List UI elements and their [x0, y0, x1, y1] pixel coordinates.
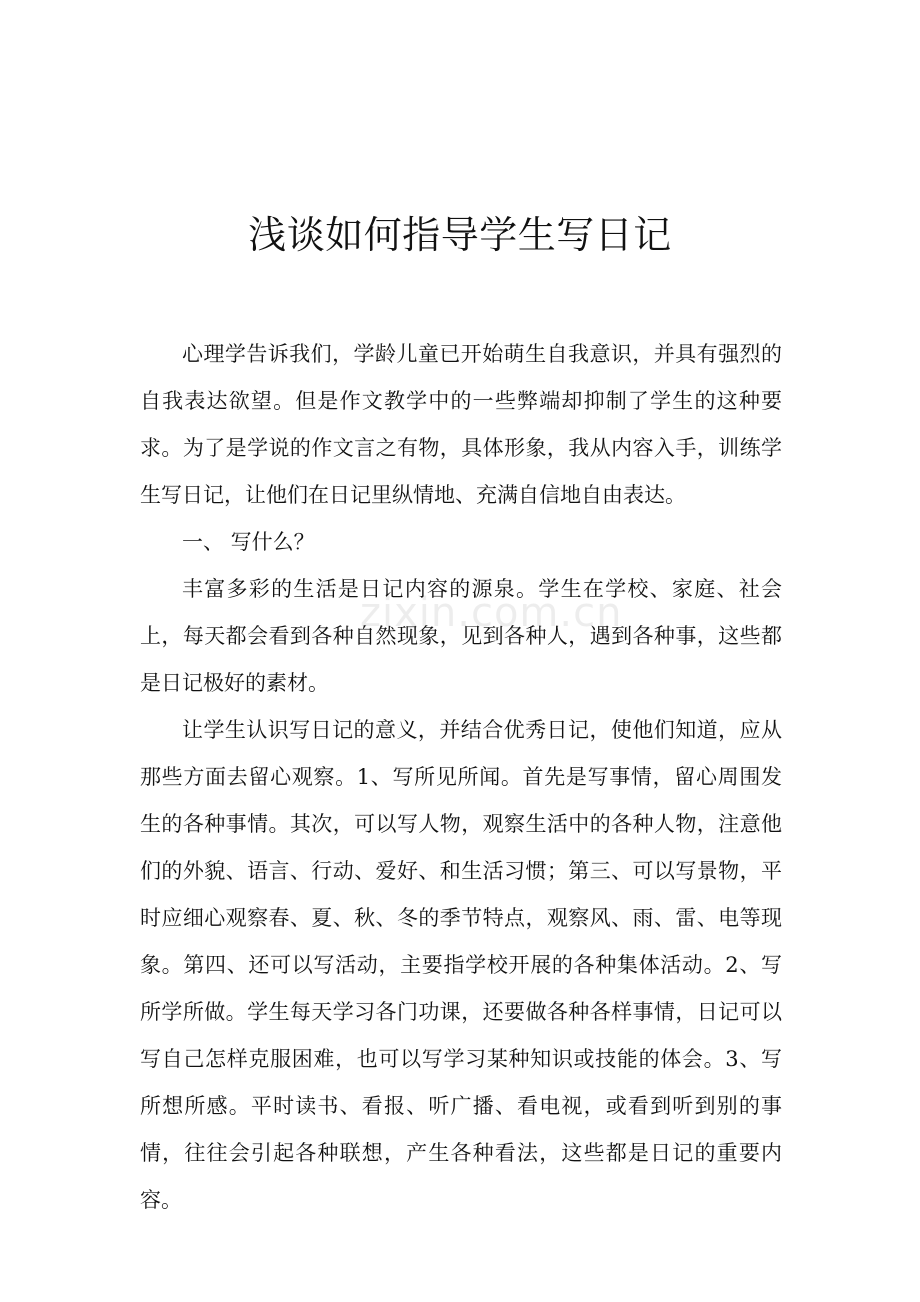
paragraph-observation-guidance: 让学生认识写日记的意义，并结合优秀日记，使他们知道，应从那些方面去留心观察。1、写所见所闻。首先是写事情，留心周围发生的各种事情。其次，可以写人物，观察生活中的各种人物，注意他们的外貌、语言、行动、爱好、和生活习惯；第三、可以写景物，平时应细心观察春、夏、秋、冬的季节特点，观察风、雨、雷、电等现象。第四、还可以写活动，主要指学校开展的各种集体活动。2、写所学所做。学生每天学习各门功课，还要做各种各样事情，日记可以写自己怎样克服困难，也可以写学习某种知识或技能的体会。3、写所想所感。平时读书、看报、听广播、看电视，或看到听到别的事情，往往会引起各种联想，产生各种看法，这些都是日记的重要内容。	[140, 718, 782, 1212]
document-title: 浅谈如何指导学生写日记	[248, 213, 672, 257]
watermark: zixin.com.cn	[360, 590, 623, 636]
paragraph-intro: 心理学告诉我们，学龄儿童已开始萌生自我意识，并具有强烈的自我表达欲望。但是作文教学中的一些弊端却抑制了学生的这种要求。为了是学说的作文言之有物，具体形象，我从内容入手，训练学生写日记，让他们在日记里纵情地、充满自信地自由表达。	[140, 342, 782, 507]
paragraph-source-of-content: 丰富多彩的生活是日记内容的源泉。学生在学校、家庭、社会上，每天都会看到各种自然现象，见到各种人，遇到各种事，这些都是日记极好的素材。	[140, 577, 782, 695]
section-heading-what-to-write: 一、 写什么？	[182, 530, 315, 554]
document-body	[140, 331, 782, 1224]
